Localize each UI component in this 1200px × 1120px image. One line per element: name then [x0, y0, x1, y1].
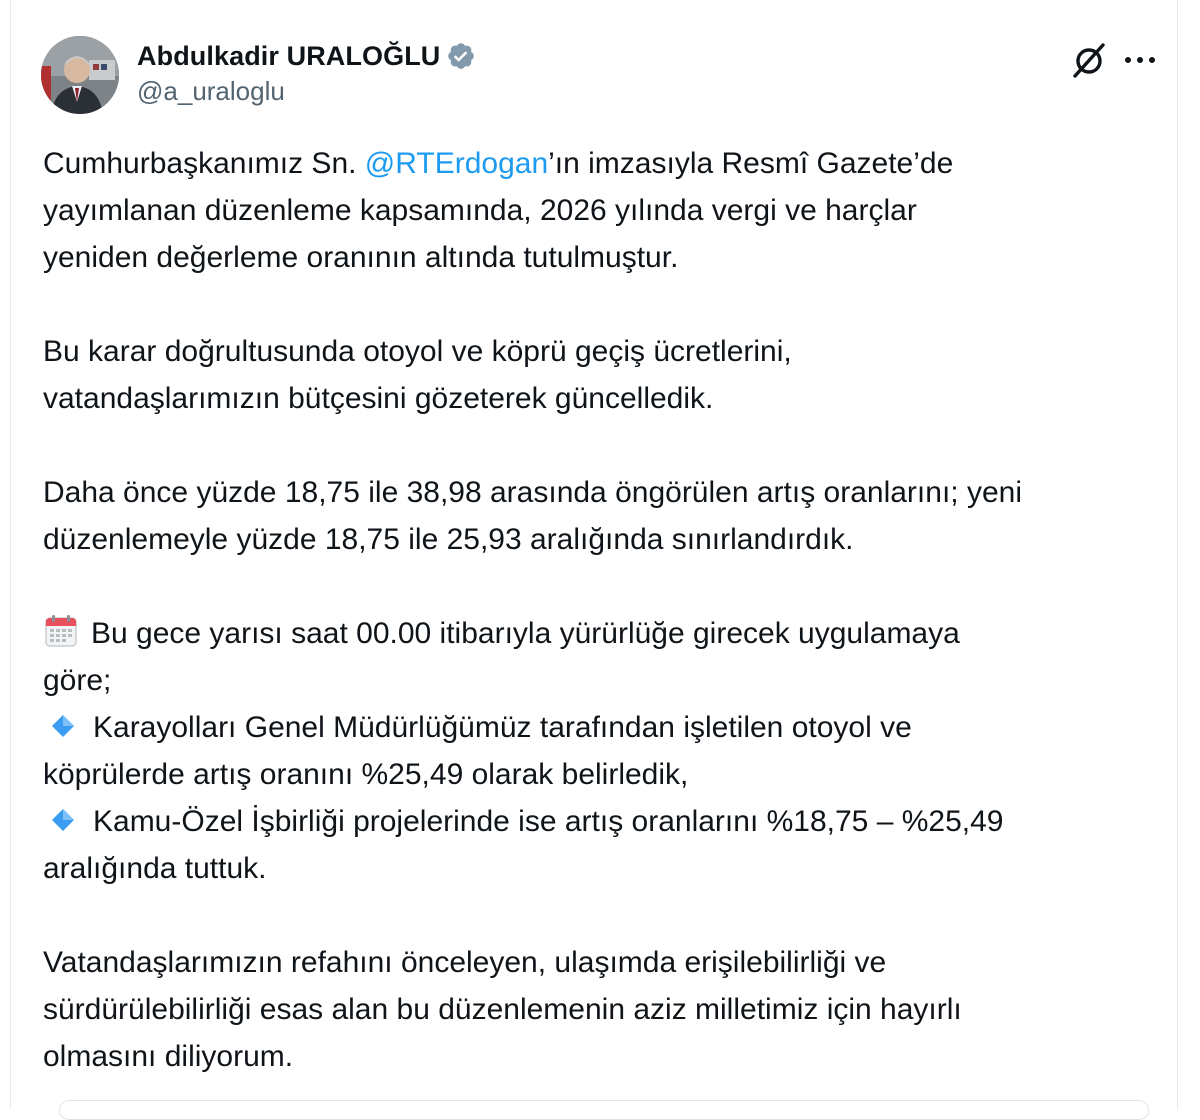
text-line: Kamu-Özel İşbirliği projelerinde ise artış oranlarını %18,75 – %25,49 [93, 805, 1004, 838]
text-line: olmasını diliyorum. [43, 1040, 294, 1073]
display-name[interactable]: Abdulkadir URALOĞLU [137, 40, 441, 71]
paragraph-closing [43, 939, 1163, 1080]
avatar-image [41, 36, 119, 114]
text-line: göre; [43, 664, 112, 697]
blue-diamond-emoji-icon [49, 806, 77, 834]
calendar-emoji-icon [43, 613, 79, 649]
more-options-icon[interactable] [1123, 54, 1157, 66]
paragraph-details [43, 610, 1163, 892]
text-line: yeniden değerleme oranının altında tutulmuştur. [43, 241, 679, 274]
text-line: aralığında tuttuk. [43, 852, 267, 885]
paragraph-decision [43, 328, 1163, 422]
embedded-card-edge [59, 1100, 1149, 1120]
paragraph-rates [43, 469, 1163, 563]
text-line: vatandaşlarımızın bütçesini gözeterek güncelledik. [43, 382, 714, 415]
text-segment: ’ın imzasıyla Resmî Gazete’de [548, 147, 954, 180]
text-line: sürdürülebilirliği esas alan bu düzenlemenin aziz milletimiz için hayırlı [43, 993, 962, 1026]
verified-badge-icon[interactable] [446, 41, 476, 71]
mention-link[interactable]: @RTErdogan [364, 147, 549, 180]
text-line: Vatandaşlarımızın refahını önceleyen, ulaşımda erişilebilirliği ve [43, 946, 887, 979]
text-line: Karayolları Genel Müdürlüğümüz tarafından işletilen otoyol ve [93, 711, 912, 744]
author-handle[interactable]: @a_uraloglu [137, 76, 285, 106]
post-card [10, 0, 1178, 1109]
display-name-row [137, 38, 476, 74]
text-line: köprülerde artış oranını %25,49 olarak belirledik, [43, 758, 689, 791]
grok-icon[interactable] [1069, 40, 1109, 80]
author-info [137, 38, 476, 107]
text-segment: Cumhurbaşkanımız Sn. [43, 147, 365, 180]
text-line: yayımlanan düzenleme kapsamında, 2026 yılında vergi ve harçlar [43, 194, 917, 227]
post-text [43, 140, 1163, 1080]
text-line: düzenlemeyle yüzde 18,75 ile 25,93 aralığında sınırlandırdık. [43, 523, 854, 556]
paragraph-intro [43, 140, 1163, 281]
text-line: Bu gece yarısı saat 00.00 itibarıyla yürürlüğe girecek uygulamaya [91, 617, 960, 650]
post-header [41, 36, 1171, 116]
avatar[interactable] [41, 36, 119, 114]
text-line: Daha önce yüzde 18,75 ile 38,98 arasında öngörülen artış oranlarını; yeni [43, 476, 1022, 509]
text-line: Bu karar doğrultusunda otoyol ve köprü geçiş ücretlerini, [43, 335, 792, 368]
blue-diamond-emoji-icon [49, 712, 77, 740]
